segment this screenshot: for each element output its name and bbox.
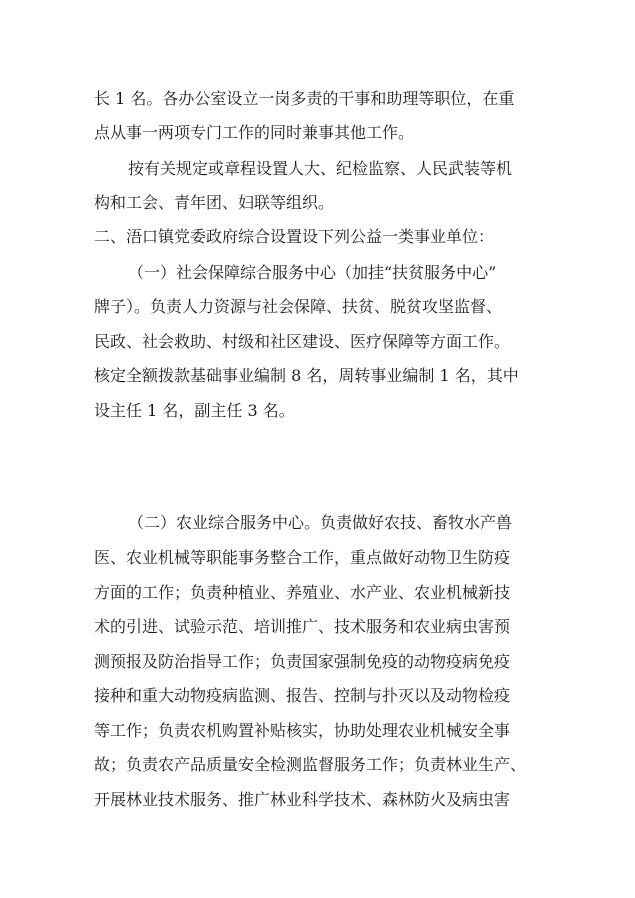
text-line-16: 接种和重大动物疫病监测、报告、控制与扑灭以及动物检疫 [94,686,511,705]
text-line-4: 构和工会、青年团、妇联等组织。 [94,193,335,212]
text-line-15: 测预报及防治指导工作；负责国家强制免疫的动物疫病免疫 [94,652,511,671]
text-line-12: 医、农业机械等职能事务整合工作，重点做好动物卫生防疫 [94,548,511,567]
text-line-14: 术的引进、试验示范、培训推广、技术服务和农业病虫害预 [94,617,511,636]
text-line-1: 长 1 名。各办公室设立一岗多责的干事和助理等职位，在重 [94,89,515,108]
text-line-11: （二）农业综合服务中心。负责做好农技、畜牧水产兽 [128,513,513,532]
text-line-8: 民政、社会救助、村级和社区建设、医疗保障等方面工作。 [94,332,511,351]
section-heading: 二、浯口镇党委政府综合设置设下列公益一类事业单位： [94,227,495,246]
text-line-19: 开展林业技术服务、推广林业科学技术、森林防火及病虫害 [94,790,511,809]
text-line-6: （一）社会保障综合服务中心（加挂“扶贫服务中心” [128,263,497,282]
text-line-7: 牌子）。负责人力资源与社会保障、扶贫、脱贫攻坚监督、 [94,297,503,316]
text-line-9: 核定全额拨款基础事业编制 8 名，周转事业编制 1 名，其中 [94,366,519,385]
text-line-10: 设主任 1 名，副主任 3 名。 [94,401,295,420]
text-line-13: 方面的工作；负责种植业、养殖业、水产业、农业机械新技 [94,583,511,602]
text-line-2: 点从事一两项专门工作的同时兼事其他工作。 [94,123,415,142]
text-line-18: 故；负责农产品质量安全检测监督服务工作；负责林业生产、 [94,755,527,774]
text-line-17: 等工作；负责农机购置补贴核实，协助处理农业机械安全事 [94,721,511,740]
text-line-3: 按有关规定或章程设置人大、纪检监察、人民武装等机 [128,159,513,178]
